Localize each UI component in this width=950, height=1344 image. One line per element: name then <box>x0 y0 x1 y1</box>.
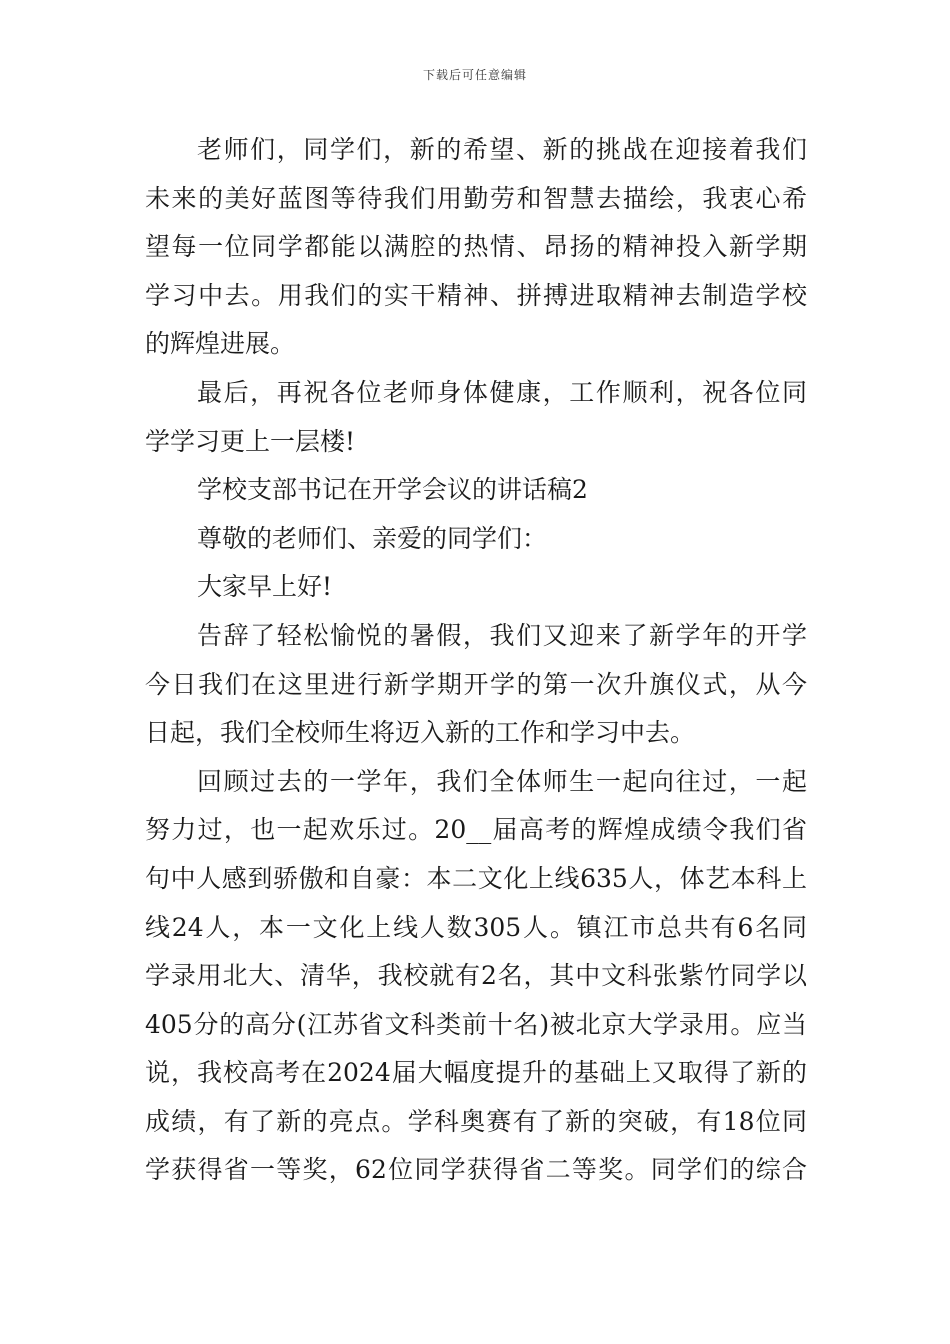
text-line: 句中人感到骄傲和自豪：本二文化上线635人，体艺本科上 <box>145 863 807 893</box>
text-line: 学校支部书记在开学会议的讲话稿2 <box>197 475 588 505</box>
text-line: 老师们，同学们，新的希望、新的挑战在迎接着我们 <box>197 135 807 164</box>
text-line: 回顾过去的一学年，我们全体师生一起向往过，一起 <box>197 766 807 796</box>
text-line: 学习中去。用我们的实干精神、拼搏进取精神去制造学校 <box>145 280 807 310</box>
text-line: 最后，再祝各位老师身体健康，工作顺利，祝各位同 <box>197 377 807 407</box>
text-line: 未来的美好蓝图等待我们用勤劳和智慧去描绘，我衷心希 <box>145 183 807 213</box>
text-line: 日起，我们全校师生将迈入新的工作和学习中去。 <box>145 718 696 748</box>
text-line: 今日我们在这里进行新学期开学的第一次升旗仪式，从今 <box>145 669 807 699</box>
text-line: 成绩，有了新的亮点。学科奥赛有了新的突破，有18位同 <box>145 1106 807 1136</box>
text-line: 望每一位同学都能以满腔的热情、昂扬的精神投入新学期 <box>145 232 807 262</box>
text-line: 学录用北大、清华，我校就有2名，其中文科张紫竹同学以 <box>145 961 807 991</box>
text-line: 线24人，本一文化上线人数305人。镇江市总共有6名同 <box>145 912 807 942</box>
text-line: 学获得省一等奖，62位同学获得省二等奖。同学们的综合 <box>145 1155 807 1185</box>
document-body <box>145 126 807 1195</box>
page-header-note: 下载后可任意编辑 <box>422 68 527 82</box>
text-line: 大家早上好! <box>197 572 333 602</box>
text-line: 学学习更上一层楼! <box>145 426 356 456</box>
text-line: 405分的高分(江苏省文科类前十名)被北京大学录用。应当 <box>145 1009 807 1039</box>
text-line: 的辉煌进展。 <box>145 329 296 359</box>
text-line: 告辞了轻松愉悦的暑假，我们又迎来了新学年的开学 <box>197 620 807 650</box>
text-line: 说，我校高考在2024届大幅度提升的基础上又取得了新的 <box>145 1058 807 1088</box>
text-line: 努力过，也一起欢乐过。20__届高考的辉煌成绩令我们省 <box>145 815 807 845</box>
text-line: 尊敬的老师们、亲爱的同学们： <box>197 523 548 553</box>
